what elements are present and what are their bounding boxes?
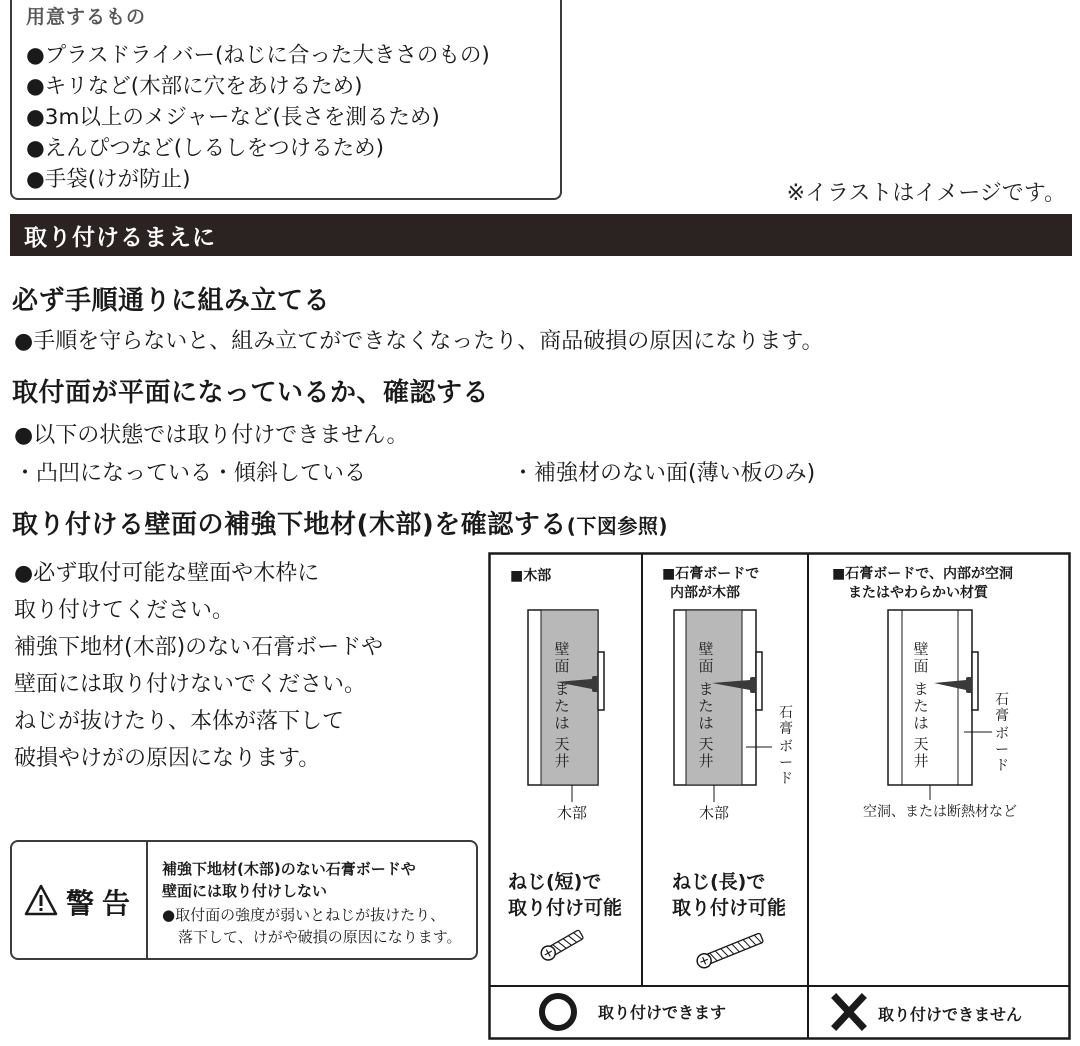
col2-wall: [674, 610, 762, 785]
col3-title: またはやわらかい材質: [848, 585, 988, 601]
tool-item: ●キリなど(木部に穴をあけるため): [26, 74, 363, 99]
tool-item: ●えんぴつなど(しるしをつけるため): [26, 136, 385, 161]
col1-wall-text: [554, 640, 569, 770]
col3-wall-text: [913, 640, 928, 770]
tool-item: ●3m以上のメジャーなど(長さを測るため): [26, 105, 440, 130]
warning-divider: [146, 842, 148, 958]
col3-bottom-label: 空洞、または断熱材など: [863, 804, 1017, 820]
warning-body: 落下して、けがや破損の原因になります。: [178, 928, 462, 946]
side-char: 膏: [779, 721, 793, 737]
col2-side-label: [779, 705, 793, 787]
side-char: 石: [995, 692, 1009, 708]
col2-screw-text: ねじ(長)で: [672, 871, 766, 893]
wall-char: 井: [554, 752, 570, 770]
wall-char: た: [554, 697, 570, 715]
wall-char: 壁: [698, 640, 714, 658]
section-title: 取り付けるまえに: [24, 225, 216, 251]
wall-char: は: [698, 714, 714, 732]
ng-label: 取り付けできません: [878, 1005, 1023, 1024]
step3-line: 補強下地材(木部)のない石膏ボードや: [14, 635, 384, 660]
long-screw-illustration: [695, 931, 764, 970]
step2-heading: 取付面が平面になっているか、確認する: [12, 378, 490, 408]
side-char: 石: [779, 705, 793, 721]
wall-char: 天: [913, 735, 929, 753]
step3-heading: [12, 504, 668, 541]
wall-char: 面: [698, 657, 714, 675]
step3-line: ●必ず取付可能な壁面や木枠に: [14, 561, 320, 586]
wall-char: た: [698, 697, 714, 715]
col3-title: ■石膏ボードで、内部が空洞: [832, 566, 1013, 582]
wall-char: ま: [913, 680, 929, 698]
wall-char: ま: [698, 680, 714, 698]
step1-heading: 必ず手順通りに組み立てる: [12, 286, 331, 316]
wall-type-diagram: [488, 552, 1071, 1040]
wall-char: 面: [554, 657, 570, 675]
wall-char: は: [913, 714, 929, 732]
wall-char: 井: [698, 752, 714, 770]
wall-char: 井: [913, 752, 929, 770]
step2-conditions-b: ・補強材のない面(薄い板のみ): [512, 461, 816, 486]
illustration-note: ※イラストはイメージです。: [786, 181, 1066, 206]
wall-char: は: [554, 714, 570, 732]
side-char: ド: [995, 758, 1009, 774]
col2-bottom-label: 木部: [698, 804, 730, 822]
wall-char: 壁: [554, 640, 570, 658]
col2-screw-text: 取り付け可能: [672, 897, 787, 919]
step3-line: 取り付けてください。: [14, 598, 235, 623]
step3-line: 破損やけがの原因になります。: [14, 746, 321, 771]
step2-text: ●以下の状態では取り付けできません。: [14, 423, 409, 448]
tool-item: ●プラスドライバー(ねじに合った大きさのもの): [26, 43, 490, 68]
wall-char: 面: [913, 657, 929, 675]
side-char: ー: [779, 755, 793, 771]
wall-char: ま: [554, 680, 570, 698]
step3-heading-suffix: (下図参照): [566, 514, 669, 538]
step3-line: ねじが抜けたり、本体が落下して: [14, 709, 345, 734]
short-screw-illustration: [539, 928, 585, 963]
wall-char: た: [913, 697, 929, 715]
step3-line: 壁面には取り付けないでください。: [14, 672, 367, 697]
col3-side-label: [995, 692, 1009, 774]
ng-cross-icon: [836, 998, 862, 1026]
side-char: ボ: [995, 726, 1009, 742]
col3-wall: [888, 610, 978, 785]
col1-title: ■木部: [510, 568, 552, 584]
wall-char: 天: [698, 735, 714, 753]
col1-screw-text: 取り付け可能: [508, 897, 623, 919]
warning-title: 壁面には取り付けしない: [162, 882, 328, 900]
tools-heading: 用意するもの: [26, 6, 147, 28]
side-char: ー: [995, 742, 1009, 758]
step2-conditions-a: ・凸凹になっている・傾斜している: [14, 461, 367, 486]
col2-wall-text: [698, 640, 713, 770]
side-char: 膏: [995, 708, 1009, 724]
col1-bottom-label: 木部: [556, 804, 588, 822]
ok-label: 取り付けできます: [598, 1003, 727, 1022]
ok-circle-icon: [542, 996, 574, 1028]
wall-char: 壁: [913, 640, 929, 658]
warning-body: ●取付面の強度が弱いとねじが抜けたり、: [162, 906, 446, 924]
step3-heading-main: 取り付ける壁面の補強下地材(木部)を確認する: [12, 510, 567, 540]
side-char: ド: [779, 771, 793, 787]
side-char: ボ: [779, 739, 793, 755]
tool-item: ●手袋(けが防止): [26, 167, 191, 192]
warning-title: 補強下地材(木部)のない石膏ボードや: [162, 860, 416, 878]
col2-title: ■石膏ボードで: [662, 566, 760, 582]
warning-label: 警告: [66, 887, 139, 920]
step1-text: ●手順を守らないと、組み立てができなくなったり、商品破損の原因になります。: [14, 329, 824, 354]
col1-screw-text: ねじ(短)で: [508, 871, 602, 893]
col2-title: 内部が木部: [670, 585, 740, 601]
wall-char: 天: [554, 735, 570, 753]
warning-triangle-icon: [24, 884, 58, 916]
